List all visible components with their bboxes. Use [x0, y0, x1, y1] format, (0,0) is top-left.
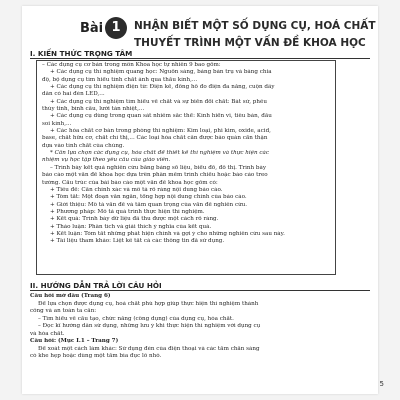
text-line: + Tiêu đề: Cần chính xác và mô tả rõ ràng nội dung báo cáo.	[50, 186, 223, 193]
text-line: + Kết luận: Tóm tắt những phát hiện chính và gợi ý cho những nghiên cứu sau này.	[50, 230, 285, 237]
question-heading: Câu hỏi: (Mục I.1 – Trang 7)	[30, 338, 119, 344]
lesson-title	[134, 18, 376, 52]
text-line: + Các dụng cụ thí nghiệm quang học: Nguồn sáng, bảng bàn trụ và bảng chia	[50, 69, 272, 76]
text-line: + Các hóa chất cơ bản trong phòng thí nghiệm: Kim loại, phi kim, oxide, acid,	[50, 128, 271, 135]
text-line: + Giới thiệu: Mô tả vấn đề và tầm quan trọng của vấn đề nghiên cứu.	[50, 201, 248, 208]
lesson-title-line1: NHẬN BIẾT MỘT SỐ DỤNG CỤ, HOÁ CHẤT	[134, 20, 376, 32]
text-line: công và an toàn ta cần:	[30, 308, 97, 314]
knowledge-box	[36, 60, 336, 275]
section-divider	[30, 290, 370, 291]
question-heading: Câu hỏi mở đầu (Trang 6)	[30, 293, 111, 299]
text-line: – Các dụng cụ cơ bản trong môn Khoa học tự nhiên 9 bao gồm:	[42, 62, 221, 68]
text-line: + Tài liệu tham khảo: Liệt kê tất cả các thông tin đã sử dụng.	[50, 238, 225, 245]
text-line: + Phương pháp: Mô tả quá trình thực hiện thí nghiệm.	[50, 208, 205, 215]
text-line: + Các dụng cụ dùng trong quan sát nhiễm sắc thể: Kính hiển vi, tiêu bản, đầu	[50, 113, 272, 120]
text-line: dựa vào tính chất của chúng.	[42, 142, 125, 149]
text-line: báo cáo một vấn đề khoa học dựa trên phân mềm trình chiếu hoặc báo cáo treo	[42, 172, 268, 179]
text-line: * Cần lựa chọn các dụng cụ, hóa chất để thiết kế thí nghiệm và thực hiện các	[50, 150, 269, 157]
lesson-label: Bài	[80, 21, 104, 36]
text-line: base, chất hữu cơ, chất chỉ thị,... Các loại hóa chất cần được bảo quản cẩn thận	[42, 135, 268, 142]
text-line: độ, bộ dụng cụ tìm hiểu tính chất ảnh qua thấu kính,...	[42, 76, 198, 83]
text-line: thủy tinh, bình cầu, lưới tản nhiệt,...	[42, 106, 145, 113]
text-line: có khe hẹp hoặc dùng một tấm bìa đục lỗ nhỏ.	[30, 353, 162, 359]
lesson-title-line2: THUYẾT TRÌNH MỘT VẤN ĐỀ KHOA HỌC	[134, 37, 366, 49]
text-line: + Các dụng cụ thí nghiệm điện từ: Điện kế, đồng hồ đo điện đa năng, cuộn dây	[50, 84, 275, 91]
text-line: – Trình bày kết quả nghiên cứu bằng bảng số liệu, biểu đồ, đồ thị. Trình bày	[50, 164, 266, 171]
text-line: Để xoát một cách làm khác: Sử dụng đèn của điện thoại và các tấm chắn sáng	[38, 345, 260, 352]
page-number: 5	[379, 380, 384, 388]
text-line: và hóa chất.	[30, 330, 65, 337]
text-line: tường. Cấu trúc của bài báo cáo một vấn đề khoa học gồm có:	[42, 179, 218, 186]
text-line: dẫn có hai đèn LED,...	[42, 91, 105, 98]
text-line: + Thảo luận: Phân tích và giải thích ý nghĩa của kết quả.	[50, 223, 212, 230]
text-line: – Tìm hiểu về cấu tạo, chức năng (công dụng) của dụng cụ, hóa chất.	[38, 315, 234, 322]
text-line: soi kính,...	[42, 120, 72, 127]
section-heading-answers: II. HƯỚNG DẪN TRẢ LỜI CÂU HỎI	[30, 281, 162, 290]
section-divider	[30, 58, 370, 59]
text-line: Để lựa chọn được dụng cụ, hoá chất phù hợp giúp thực hiện thí nghiệm thành	[38, 300, 259, 307]
text-line: nhiệm vụ học tập theo yêu cầu của giáo viên.	[42, 157, 171, 164]
lesson-number-badge: 1	[105, 17, 127, 39]
text-line: + Tóm tắt: Một đoạn văn ngắn, tổng hợp nội dung chính của báo cáo.	[50, 194, 247, 201]
text-line: + Kết quả: Trình bày dữ liệu đã thu được một cách rõ ràng.	[50, 216, 219, 223]
answers-section	[30, 293, 330, 361]
text-line: – Đọc kĩ hướng dẫn sử dụng, những lưu ý khi thực hiện thí nghiệm với dụng cụ	[38, 323, 261, 329]
section-heading-knowledge: I. KIẾN THỨC TRỌNG TÂM	[30, 49, 133, 58]
text-line: + Các dụng cụ thí nghiệm tìm hiểu về chất và sự biến đổi chất: Bát sứ, phễu	[50, 98, 268, 105]
